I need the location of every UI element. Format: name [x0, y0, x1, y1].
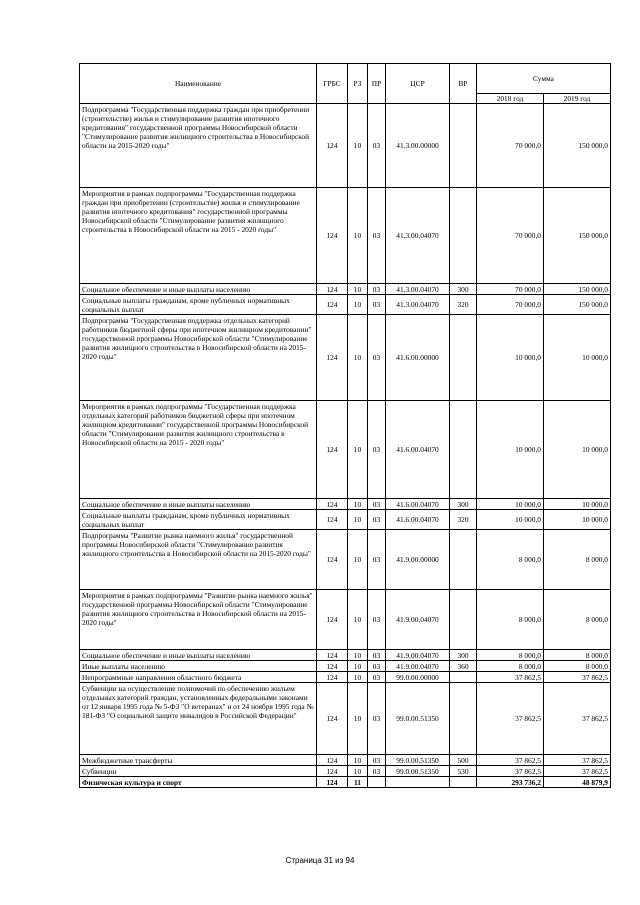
row-csr: 41.3.00.04070 [386, 188, 450, 284]
row-sum-2018: 8 000,0 [477, 650, 544, 661]
row-pr: 03 [368, 188, 386, 284]
row-pr: 03 [368, 530, 386, 590]
row-rz: 10 [348, 499, 368, 510]
row-rz: 10 [348, 104, 368, 188]
row-pr: 03 [368, 295, 386, 315]
row-pr: 03 [368, 284, 386, 295]
row-grbs: 124 [317, 284, 348, 295]
row-pr: 03 [368, 401, 386, 499]
row-sum-2019: 8 000,0 [544, 661, 611, 672]
row-sum-2019: 8 000,0 [544, 530, 611, 590]
row-rz: 10 [348, 510, 368, 530]
row-vr: 300 [450, 499, 477, 510]
row-csr: 41.9.00.04070 [386, 661, 450, 672]
row-csr: 41.3.00.04070 [386, 284, 450, 295]
row-vr: 320 [450, 295, 477, 315]
row-vr [450, 188, 477, 284]
header-sum: Сумма [477, 64, 611, 94]
header-year-2019: 2019 год [544, 94, 611, 104]
header-vr: ВР [450, 64, 477, 104]
row-sum-2018: 70 000,0 [477, 104, 544, 188]
row-name: Социальное обеспечение и иные выплаты населению [80, 284, 317, 295]
row-name: Непрограммные направления областного бюджета [80, 672, 317, 683]
row-rz: 10 [348, 284, 368, 295]
table-row [80, 672, 611, 683]
row-sum-2018: 37 862,5 [477, 672, 544, 683]
row-vr: 500 [450, 755, 477, 766]
row-grbs: 124 [317, 661, 348, 672]
row-csr: 41.3.00.00000 [386, 104, 450, 188]
row-name: Подпрограмма "Государственная поддержка граждан при приобретении (строительстве) жилья и стимулирование развития ипотечного кредитования" государственной программы Новосибирской области "Стимулирование развития жилищного строительства в Новосибирской области на 2015-2020 годы" [80, 104, 317, 188]
row-pr: 03 [368, 499, 386, 510]
row-pr: 03 [368, 683, 386, 755]
row-rz: 11 [348, 777, 368, 788]
budget-table [79, 63, 611, 788]
row-rz: 10 [348, 683, 368, 755]
table-row [80, 284, 611, 295]
row-sum-2018: 70 000,0 [477, 188, 544, 284]
row-csr: 99.0.00.00000 [386, 672, 450, 683]
row-grbs: 124 [317, 510, 348, 530]
row-rz: 10 [348, 661, 368, 672]
row-sum-2019: 8 000,0 [544, 650, 611, 661]
row-sum-2019: 37 862,5 [544, 683, 611, 755]
row-rz: 10 [348, 755, 368, 766]
row-pr: 03 [368, 315, 386, 401]
table-row [80, 530, 611, 590]
table-row [80, 755, 611, 766]
row-sum-2019: 10 000,0 [544, 499, 611, 510]
row-rz: 10 [348, 650, 368, 661]
row-csr: 41.3.00.04070 [386, 295, 450, 315]
header-pr: ПР [368, 64, 386, 104]
table-row [80, 683, 611, 755]
row-grbs: 124 [317, 650, 348, 661]
row-sum-2019: 150 000,0 [544, 104, 611, 188]
row-grbs: 124 [317, 766, 348, 777]
row-grbs: 124 [317, 755, 348, 766]
row-grbs: 124 [317, 315, 348, 401]
row-sum-2018: 37 862,5 [477, 683, 544, 755]
row-pr [368, 777, 386, 788]
row-csr: 41.6.00.00000 [386, 315, 450, 401]
table-row [80, 295, 611, 315]
table-row [80, 777, 611, 788]
row-sum-2018: 293 736,2 [477, 777, 544, 788]
row-vr: 530 [450, 766, 477, 777]
row-sum-2018: 8 000,0 [477, 661, 544, 672]
row-grbs: 124 [317, 499, 348, 510]
header-rz: РЗ [348, 64, 368, 104]
row-csr: 99.0.00.51350 [386, 683, 450, 755]
row-name: Субвенции [80, 766, 317, 777]
row-name: Физическая культура и спорт [80, 777, 317, 788]
row-pr: 03 [368, 766, 386, 777]
row-sum-2019: 8 000,0 [544, 590, 611, 650]
row-vr: 320 [450, 510, 477, 530]
table-row [80, 499, 611, 510]
row-pr: 03 [368, 590, 386, 650]
row-pr: 03 [368, 755, 386, 766]
row-pr: 03 [368, 650, 386, 661]
row-vr [450, 672, 477, 683]
row-name: Мероприятия в рамках подпрограммы "Государственная поддержка отдельных категорий работников бюджетной сферы при ипотечном жилищном кредитовании" государственной программы Новосибирской области "Стимулирование развития жилищного строительства в Новосибирской области на 2015 - 2020 годы" [80, 401, 317, 499]
row-name: Межбюджетные трансферты [80, 755, 317, 766]
row-vr [450, 590, 477, 650]
row-csr: 41.9.00.00000 [386, 530, 450, 590]
row-grbs: 124 [317, 188, 348, 284]
row-grbs: 124 [317, 530, 348, 590]
row-grbs: 124 [317, 672, 348, 683]
row-sum-2018: 70 000,0 [477, 284, 544, 295]
row-vr: 300 [450, 284, 477, 295]
row-sum-2018: 70 000,0 [477, 295, 544, 315]
row-sum-2019: 150 000,0 [544, 188, 611, 284]
row-rz: 10 [348, 315, 368, 401]
row-vr [450, 683, 477, 755]
row-sum-2019: 150 000,0 [544, 295, 611, 315]
row-sum-2018: 8 000,0 [477, 530, 544, 590]
row-sum-2019: 48 879,9 [544, 777, 611, 788]
row-sum-2019: 10 000,0 [544, 315, 611, 401]
row-csr: 41.6.00.04070 [386, 401, 450, 499]
table-row [80, 401, 611, 499]
table-row [80, 315, 611, 401]
row-grbs: 124 [317, 590, 348, 650]
row-grbs: 124 [317, 777, 348, 788]
row-sum-2018: 8 000,0 [477, 590, 544, 650]
row-sum-2019: 10 000,0 [544, 510, 611, 530]
row-rz: 10 [348, 590, 368, 650]
row-csr: 99.0.00.51350 [386, 755, 450, 766]
row-vr: 300 [450, 650, 477, 661]
table-row [80, 104, 611, 188]
row-name: Социальное обеспечение и иные выплаты населению [80, 499, 317, 510]
row-sum-2019: 37 862,5 [544, 755, 611, 766]
row-sum-2018: 37 862,5 [477, 755, 544, 766]
row-name: Мероприятия в рамках подпрограммы "Развитие рынка наемного жилья" государственной программы Новосибирской области "Стимулирование развития жилищного строительства в Новосибирской области на 2015-2020 годы" [80, 590, 317, 650]
row-sum-2018: 10 000,0 [477, 499, 544, 510]
header-name: Наименование [80, 64, 317, 104]
row-grbs: 124 [317, 295, 348, 315]
header-csr: ЦСР [386, 64, 450, 104]
row-sum-2018: 37 862,5 [477, 766, 544, 777]
table-row [80, 590, 611, 650]
row-csr: 41.6.00.04070 [386, 510, 450, 530]
row-sum-2019: 37 862,5 [544, 766, 611, 777]
row-grbs: 124 [317, 401, 348, 499]
row-csr: 41.9.00.04070 [386, 590, 450, 650]
row-csr [386, 777, 450, 788]
header-grbs: ГРБС [317, 64, 348, 104]
table-row [80, 766, 611, 777]
row-grbs: 124 [317, 683, 348, 755]
row-sum-2018: 10 000,0 [477, 315, 544, 401]
row-rz: 10 [348, 530, 368, 590]
row-csr: 41.6.00.04070 [386, 499, 450, 510]
row-vr [450, 315, 477, 401]
row-pr: 03 [368, 672, 386, 683]
row-rz: 10 [348, 295, 368, 315]
row-pr: 03 [368, 104, 386, 188]
row-pr: 03 [368, 661, 386, 672]
row-rz: 10 [348, 401, 368, 499]
header-year-2018: 2018 год [477, 94, 544, 104]
row-vr: 360 [450, 661, 477, 672]
row-vr [450, 530, 477, 590]
row-vr [450, 104, 477, 188]
row-sum-2019: 10 000,0 [544, 401, 611, 499]
row-rz: 10 [348, 188, 368, 284]
row-sum-2019: 37 862,5 [544, 672, 611, 683]
row-name: Иные выплаты населению [80, 661, 317, 672]
row-name: Социальные выплаты гражданам, кроме публичных нормативных социальных выплат [80, 510, 317, 530]
page-footer: Страница 31 из 94 [285, 856, 355, 865]
row-sum-2018: 10 000,0 [477, 510, 544, 530]
table-row [80, 510, 611, 530]
row-rz: 10 [348, 672, 368, 683]
row-name: Подпрограмма "Развитие рынка наемного жилья" государственной программы Новосибирской области "Стимулирование развития жилищного строительства в Новосибирской области на 2015-2020 годы" [80, 530, 317, 590]
row-name: Социальные выплаты гражданам, кроме публичных нормативных социальных выплат [80, 295, 317, 315]
row-sum-2019: 150 000,0 [544, 284, 611, 295]
row-csr: 99.0.00.51350 [386, 766, 450, 777]
row-vr [450, 777, 477, 788]
row-name: Субвенции на осуществление полномочий по обеспечению жильем отдельных категорий граждан, установленных федеральными законами от 12 января 1995 года № 5-ФЗ "О ветеранах" и от 24 ноября 1995 года № 181-ФЗ "О социальной защите инвалидов в Российской Федерации" [80, 683, 317, 755]
table-row [80, 188, 611, 284]
table-row [80, 661, 611, 672]
row-pr: 03 [368, 510, 386, 530]
row-name: Социальное обеспечение и иные выплаты населению [80, 650, 317, 661]
row-grbs: 124 [317, 104, 348, 188]
row-rz: 10 [348, 766, 368, 777]
row-name: Мероприятия в рамках подпрограммы "Государственная поддержка граждан при приобретении (строительстве) жилья и стимулирование развития ипотечного кредитования" государственной программы Новосибирской области "Стимулирование развития жилищного строительства в Новосибирской области на 2015 - 2020 годы" [80, 188, 317, 284]
row-vr [450, 401, 477, 499]
row-sum-2018: 10 000,0 [477, 401, 544, 499]
table-row [80, 650, 611, 661]
row-name: Подпрограмма "Государственная поддержка отдельных категорий работников бюджетной сферы при ипотечном жилищном кредитовании" государственной программы Новосибирской области "Стимулирование развития жилищного строительства в Новосибирской области на 2015-2020 годы" [80, 315, 317, 401]
row-csr: 41.9.00.04070 [386, 650, 450, 661]
